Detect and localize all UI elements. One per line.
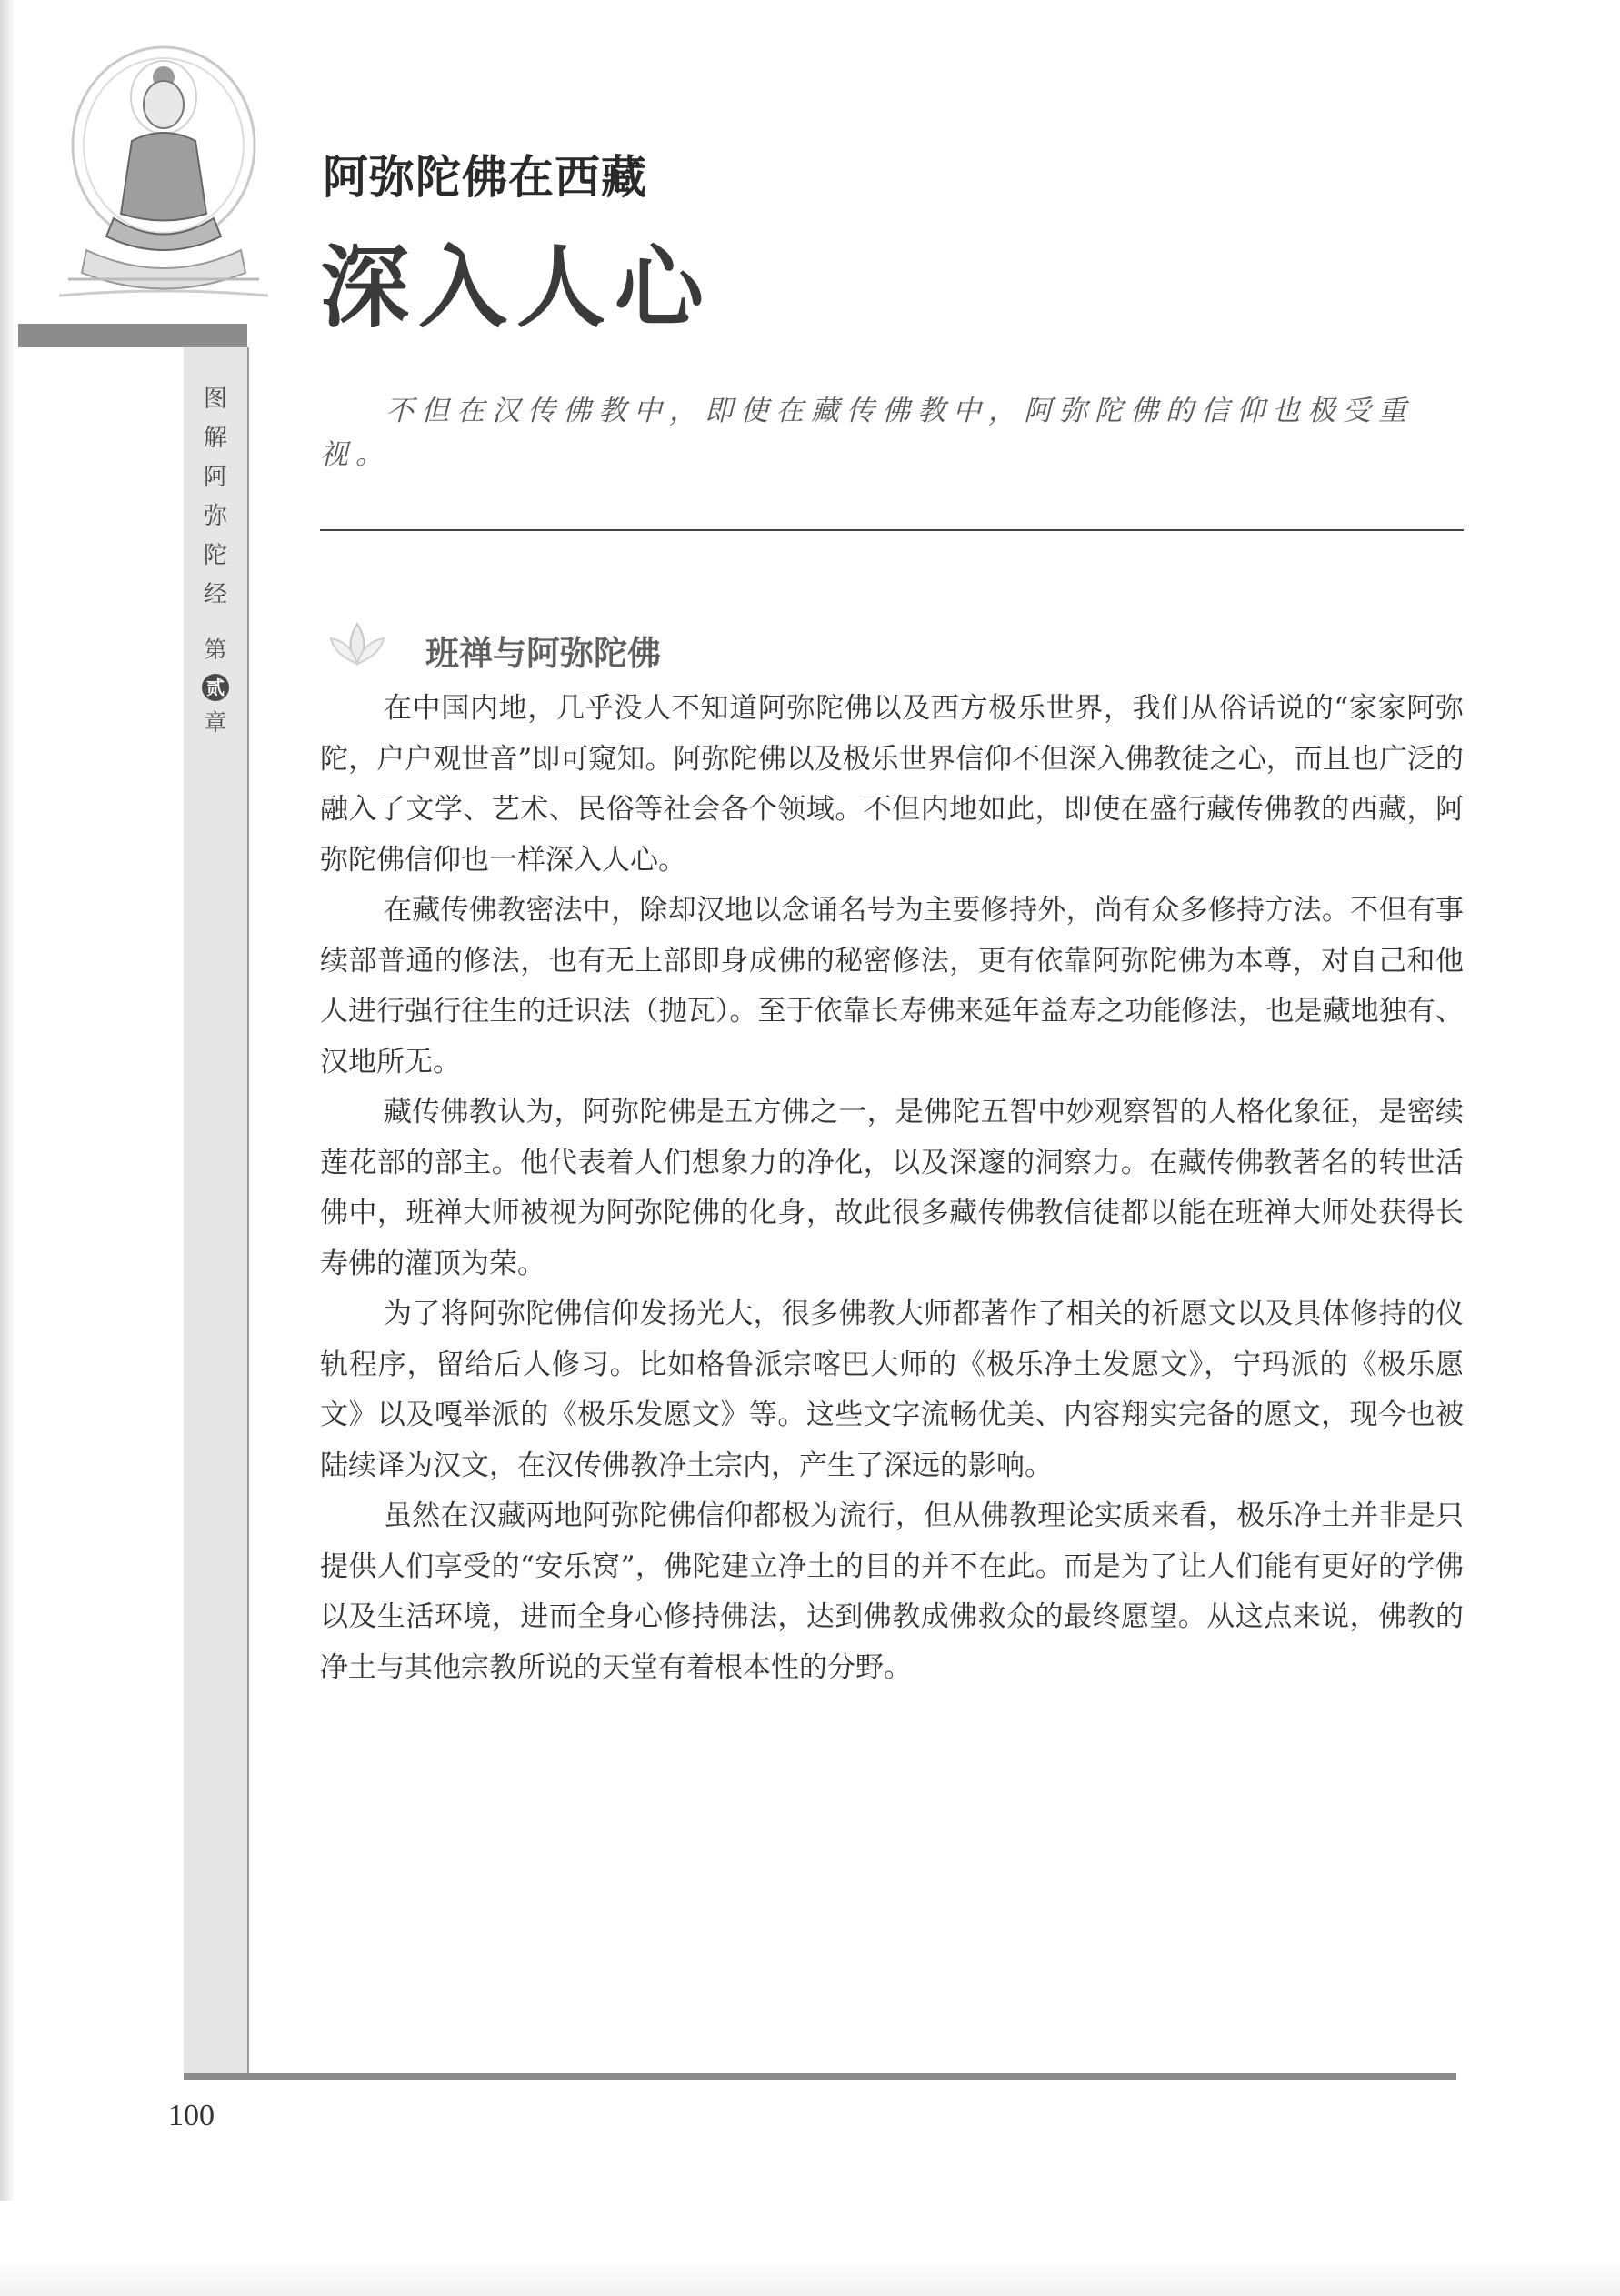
divider <box>320 529 1464 531</box>
paragraph: 虽然在汉藏两地阿弥陀佛信仰都极为流行，但从佛教理论实质来看，极乐净土并非是只提供人们享受的“安乐窝”，佛陀建立净土的目的并不在此。而是为了让人们能有更好的学佛以及生活环境，进而全身心修持佛法，达到佛教成佛救众的最终愿望。从这点来说，佛教的净土与其他宗教所说的天堂有着根本性的分野。 <box>320 1499 1464 1684</box>
book-title-char: 弥 <box>203 503 227 530</box>
page-subtitle: 阿弥陀佛在西藏 <box>323 151 647 204</box>
bottom-decorative-bar <box>184 2073 1456 2080</box>
chapter-suffix: 章 <box>204 709 227 736</box>
top-decorative-bar <box>18 324 247 347</box>
book-title-vertical <box>198 380 233 615</box>
lotus-icon <box>325 618 389 669</box>
book-title-char: 解 <box>203 425 227 452</box>
paragraph: 藏传佛教认为，阿弥陀佛是五方佛之一，是佛陀五智中妙观察智的人格化象征，是密续莲花部的部主。他代表着人们想象力的净化，以及深邃的洞察力。在藏传佛教著名的转世活佛中，班禅大师被视为阿弥陀佛的化身，故此很多藏传佛教信徒都以能在班禅大师处获得长寿佛的灌顶为荣。 <box>320 1096 1464 1280</box>
book-title-char: 经 <box>203 581 227 608</box>
chapter-prefix: 第 <box>204 637 227 663</box>
body-text <box>320 684 1464 1693</box>
section-title: 班禅与阿弥陀佛 <box>425 634 661 673</box>
page-number: 100 <box>168 2099 215 2132</box>
chapter-marker <box>198 632 233 741</box>
buddha-illustration-icon <box>50 41 277 305</box>
intro-text: 不但在汉传佛教中，即使在藏传佛教中，阿弥陀佛的信仰也极受重视。 <box>320 395 1414 471</box>
book-title-char: 陀 <box>203 542 227 569</box>
paragraph: 在中国内地，几乎没人不知道阿弥陀佛以及西方极乐世界，我们从俗话说的“家家阿弥陀，户户观世音”即可窥知。阿弥陀佛以及极乐世界信仰不但深入佛教徒之心，而且也广泛的融入了文学、艺术、民俗等社会各个领域。不但内地如此，即使在盛行藏传佛教的西藏，阿弥陀佛信仰也一样深入人心。 <box>320 692 1464 877</box>
chapter-number-badge: 贰 <box>202 674 229 701</box>
book-title-char: 阿 <box>203 464 227 491</box>
page-title: 深入人心 <box>320 236 714 340</box>
paragraph: 为了将阿弥陀佛信仰发扬光大，很多佛教大师都著作了相关的祈愿文以及具体修持的仪轨程序，留给后人修习。比如格鲁派宗喀巴大师的《极乐净土发愿文》，宁玛派的《极乐愿文》以及嘎举派的《极乐发愿文》等。这些文字流畅优美、内容翔实完备的愿文，现今也被陆续译为汉文，在汉传佛教净土宗内，产生了深远的影响。 <box>320 1298 1464 1482</box>
page-bottom-shadow <box>0 2201 1620 2296</box>
book-title-char: 图 <box>203 386 227 413</box>
page-edge-shadow <box>0 0 15 2296</box>
paragraph: 在藏传佛教密法中，除却汉地以念诵名号为主要修持外，尚有众多修持方法。不但有事续部普通的修法，也有无上部即身成佛的秘密修法，更有依靠阿弥陀佛为本尊，对自己和他人进行强行往生的迁识法（抛瓦）。至于依靠长寿佛来延年益寿之功能修法，也是藏地独有、汉地所无。 <box>320 894 1464 1078</box>
